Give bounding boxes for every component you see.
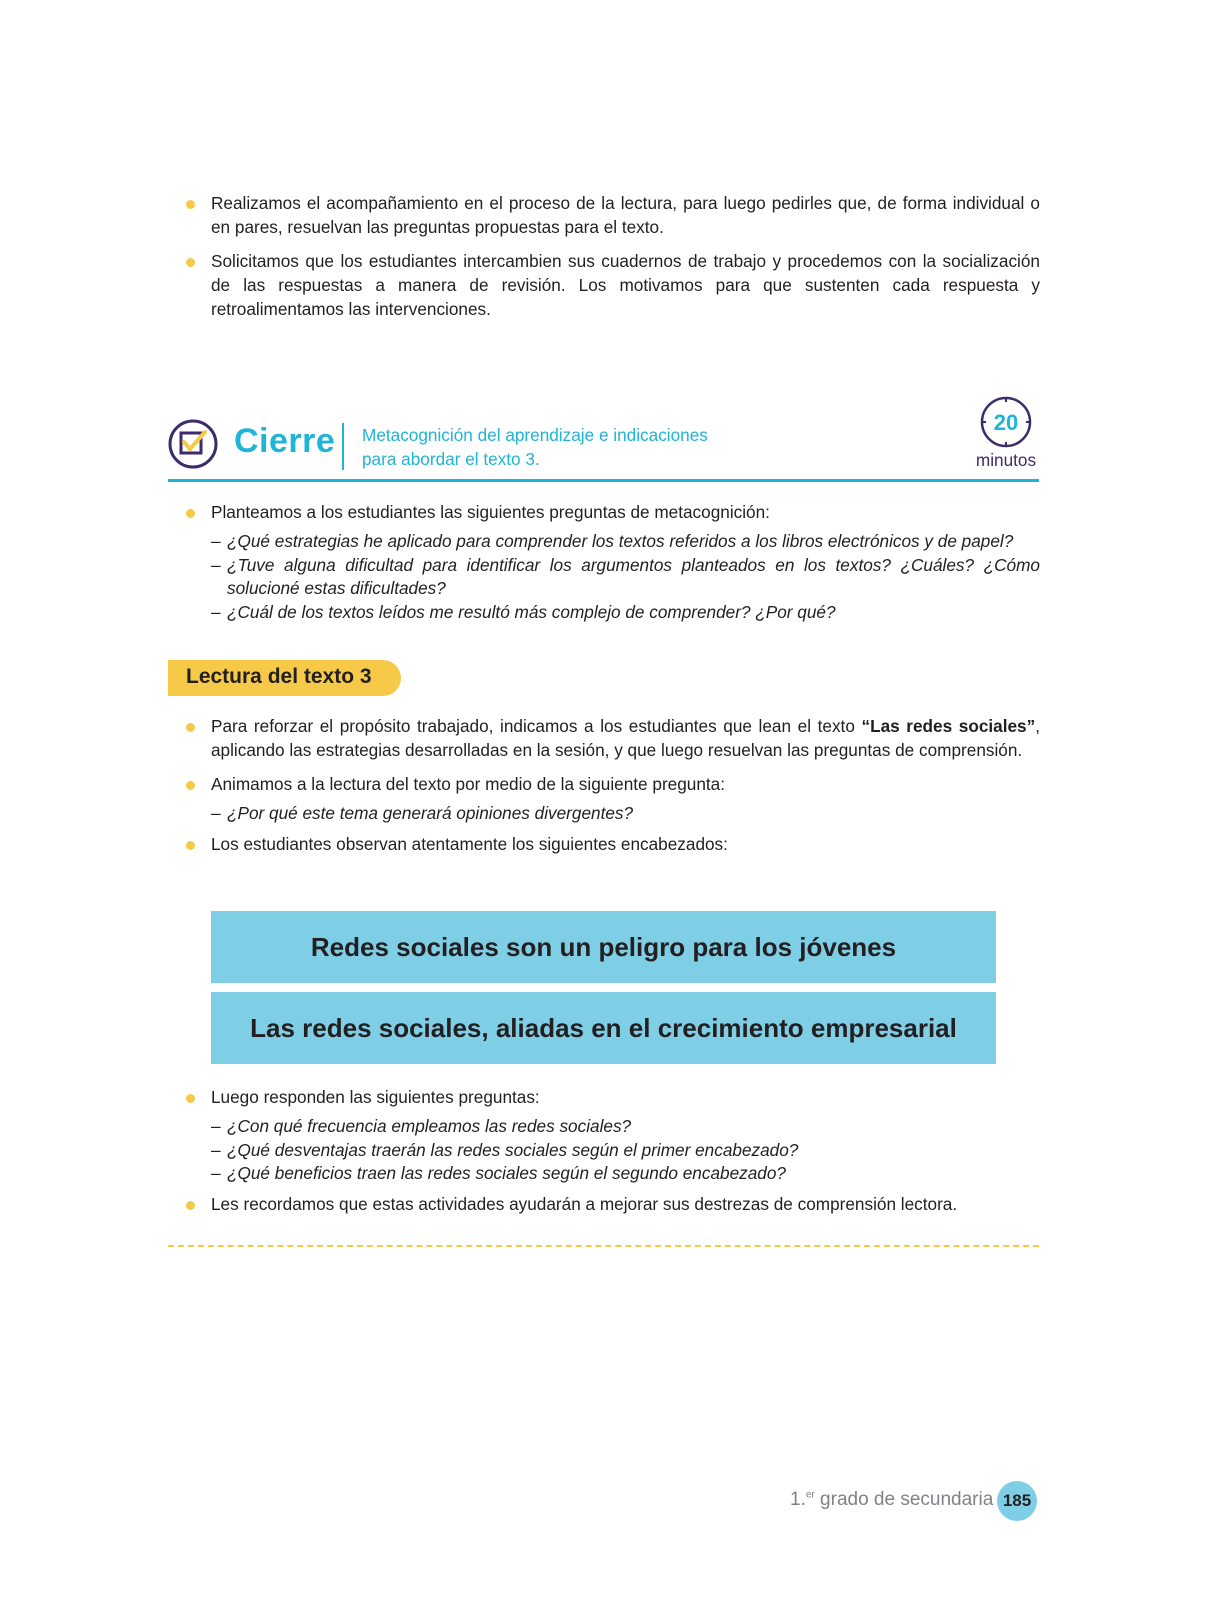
metacognition-list (180, 500, 1040, 624)
dash-icon: – (211, 803, 221, 823)
bullet-dot-icon (186, 781, 195, 790)
text-title: “Las redes sociales” (861, 716, 1036, 736)
bullet-text: Les recordamos que estas actividades ayudarán a mejorar sus destrezas de comprensión lectora. (211, 1193, 958, 1214)
subtitle-line: para abordar el texto 3. (362, 448, 540, 469)
bullet-text: Animamos a la lectura del texto por medio de la siguiente pregunta: (211, 774, 726, 794)
question-text: ¿Qué estrategias he aplicado para comprender los textos referidos a los libros electrónicos y de papel? (227, 531, 1014, 551)
bullet-dot-icon (186, 258, 195, 267)
section-title: Cierre (234, 422, 336, 460)
checkbox-check-icon (168, 419, 218, 469)
subtitle-line: Metacognición del aprendizaje e indicaciones (362, 425, 708, 445)
dash-icon: – (211, 554, 221, 575)
question-text: ¿Con qué frecuencia empleamos las redes sociales? (227, 1116, 632, 1136)
question-text: ¿Cuál de los textos leídos me resultó más complejo de comprender? ¿Por qué? (227, 601, 836, 622)
question-item (180, 1162, 1040, 1186)
divider (342, 423, 344, 470)
bullet-dot-icon (186, 723, 195, 732)
list-item (180, 1085, 1040, 1109)
dash-icon: – (211, 601, 221, 622)
question-item (180, 802, 1040, 826)
list-item (180, 832, 1040, 856)
bullet-dot-icon (186, 509, 195, 518)
dash-icon: – (211, 1139, 221, 1160)
list-item (180, 1192, 1040, 1216)
question-item (180, 1115, 1040, 1139)
grade-label: grado de secundaria (814, 1489, 994, 1510)
page-number: 185 (997, 1481, 1037, 1521)
grade-number: 1. (790, 1489, 806, 1510)
dash-icon: – (211, 1116, 221, 1136)
bullet-text: , aplicando las estrategias desarrolladas en la sesión, y que luego resuelvan las preguntas de comprensión. (211, 716, 1040, 760)
list-item (180, 191, 1040, 239)
bullet-text: Luego responden las siguientes preguntas: (211, 1087, 540, 1107)
list-item (180, 714, 1040, 762)
section-subtitle (362, 424, 708, 471)
list-item (180, 249, 1040, 321)
question-text: ¿Tuve alguna dificultad para identificar los argumentos planteados en los textos? ¿Cuáles? ¿Cómo solucioné estas dificultades? (227, 554, 1040, 598)
headline-box: Las redes sociales, aliadas en el crecimiento empresarial (211, 992, 996, 1064)
bullet-text: Para reforzar el propósito trabajado, indicamos a los estudiantes que lean el texto (211, 716, 862, 736)
bullet-text: Solicitamos que los estudiantes intercambien sus cuadernos de trabajo y procedemos con la socialización de las respuestas a manera de revisión. Los motivamos para que sustenten cada respuesta y retroalimentamos las intervenciones. (211, 251, 1040, 319)
bullet-text: Realizamos el acompañamiento en el proceso de la lectura, para luego pedirles que, de forma individual o en pares, resuelvan las preguntas propuestas para el texto. (211, 193, 1040, 237)
list-item (180, 500, 1040, 524)
list-item (180, 772, 1040, 796)
bullet-dot-icon (186, 1094, 195, 1103)
question-text: ¿Qué beneficios traen las redes sociales según el segundo encabezado? (227, 1163, 786, 1183)
question-item (180, 530, 1040, 554)
timer-value: 20 (993, 410, 1019, 435)
question-text: ¿Por qué este tema generará opiniones divergentes? (227, 803, 634, 823)
intro-bullet-list (180, 191, 1040, 331)
question-text: ¿Qué desventajas traerán las redes sociales según el primer encabezado? (227, 1139, 799, 1160)
dash-icon: – (211, 531, 221, 551)
dash-icon: – (211, 1163, 221, 1183)
bullet-dot-icon (186, 200, 195, 209)
footer-grade (790, 1489, 993, 1511)
bullet-dot-icon (186, 841, 195, 850)
question-item (180, 1139, 1040, 1163)
question-item (180, 554, 1040, 601)
bullet-dot-icon (186, 1201, 195, 1210)
section-rule (168, 479, 1039, 482)
questions-list (180, 1085, 1040, 1226)
headline-box: Redes sociales son un peligro para los jóvenes (211, 911, 996, 983)
grade-ordinal: er (805, 1489, 815, 1501)
question-item (180, 601, 1040, 625)
lectura-list (180, 714, 1040, 866)
dashed-divider (168, 1245, 1039, 1247)
timer-unit: minutos (975, 450, 1037, 470)
bullet-text: Los estudiantes observan atentamente los siguientes encabezados: (211, 833, 728, 854)
bullet-text: Planteamos a los estudiantes las siguientes preguntas de metacognición: (211, 502, 770, 522)
section-tag-label: Lectura del texto 3 (186, 665, 372, 688)
